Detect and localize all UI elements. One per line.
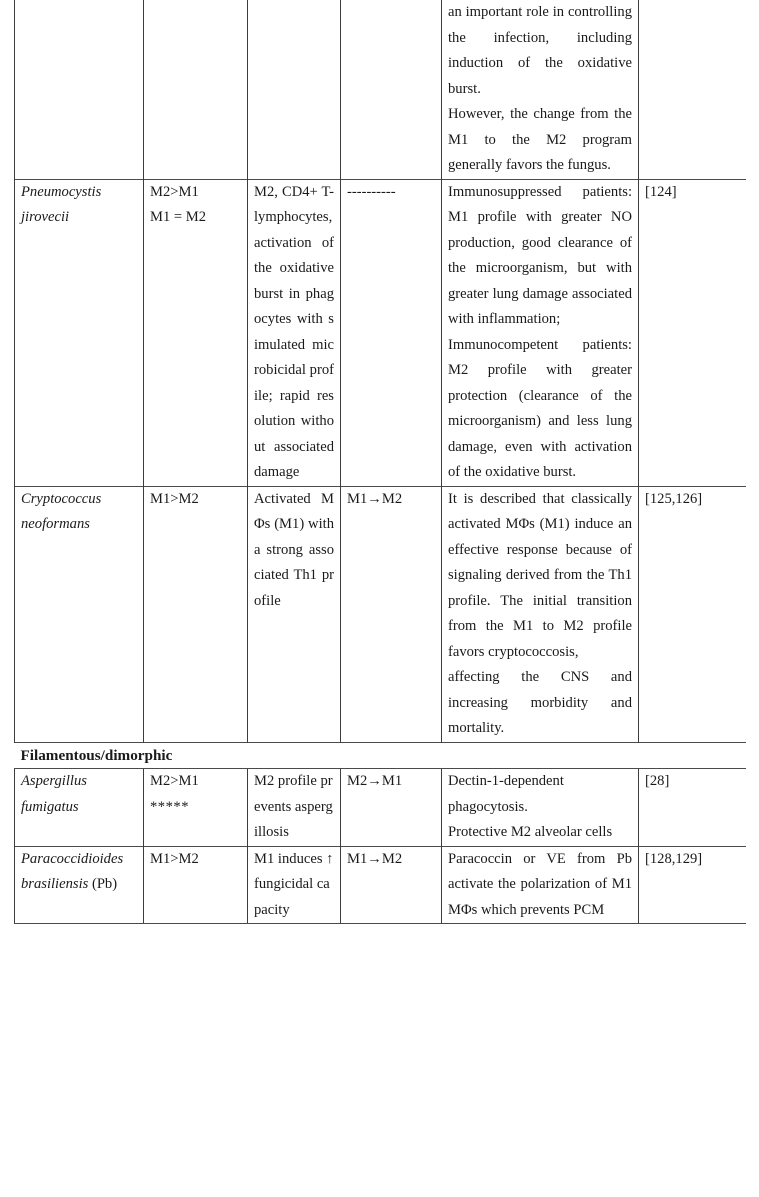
species-name-italic: Cryptococcus neoformans [21, 490, 102, 532]
cell-profile-details: M2, CD4+ T-lymphocytes, activation of the oxidative burst in phagocytes with simulated microbicidal profile; rapid resolution without associated damage [248, 179, 341, 486]
description-paragraph-2: However, the change from the M1 to the M2 program generally favors the fungus. [448, 106, 632, 173]
polarization-line-1: M2>M1 [150, 773, 199, 789]
reference-text: [124] [645, 183, 677, 200]
cell-polarization [144, 769, 248, 847]
cell-reference [639, 486, 746, 742]
cell-reference [639, 846, 746, 924]
polarization-line-2: M1 = M2 [150, 209, 207, 225]
cell-species [15, 0, 144, 179]
cell-species [15, 179, 144, 486]
table-row [15, 179, 746, 486]
cell-description [442, 0, 639, 179]
table-row [15, 0, 746, 179]
cell-polarization [144, 179, 248, 486]
description-paragraph-1: Paracoccin or VE from Pb activate the polarization of M1 MΦs which prevents PCM [448, 850, 632, 918]
cell-species [15, 486, 144, 742]
species-name-plain: (Pb) [88, 876, 118, 892]
species-name-italic: Aspergillus fumigatus [21, 773, 87, 815]
cell-species [15, 846, 144, 924]
cell-profile-details: M1 induces ↑ fungicidal capacity [248, 846, 341, 924]
species-name-italic: Pneumocystis jirovecii [21, 183, 102, 225]
cell-profile-details: Activated MΦs (M1) with a strong associated Th1 profile [248, 486, 341, 742]
cell-transition [341, 846, 442, 924]
cell-transition [341, 179, 442, 486]
cell-description [442, 846, 639, 924]
macrophage-polarization-table [14, 0, 746, 924]
description-paragraph-2: Protective M2 alveolar cells [448, 824, 613, 840]
cell-description [442, 769, 639, 847]
cell-transition [341, 769, 442, 847]
polarization-line-1: M1>M2 [150, 850, 199, 867]
cell-description [442, 179, 639, 486]
cell-transition [341, 0, 442, 179]
transition-text: ---------- [347, 183, 396, 200]
reference-text: [128,129] [645, 850, 703, 867]
description-paragraph-1: an important role in controlling the infection, including induction of the oxidative burst. [448, 4, 632, 97]
cell-reference [639, 0, 746, 179]
cell-polarization [144, 486, 248, 742]
transition-text: M1→M2 [347, 850, 403, 867]
section-heading-row [15, 742, 746, 769]
transition-text: M2→M1 [347, 773, 403, 789]
cell-polarization [144, 846, 248, 924]
description-paragraph-1: It is described that classically activated MΦs (M1) induce an effective response because of signaling derived from the Th1 profile. The initial transition from the M1 to M2 profile favors cryptococcosis, [448, 490, 632, 660]
reference-text: [125,126] [645, 490, 703, 507]
cell-description [442, 486, 639, 742]
cell-profile-details: M2 profile prevents aspergillosis [248, 769, 341, 847]
description-paragraph-1: Immunosuppressed patients: M1 profile with greater NO production, good clearance of the microorganism, but with greater lung damage associated with inflammation; [448, 183, 632, 327]
reference-text: [28] [645, 773, 670, 789]
cell-reference [639, 179, 746, 486]
description-paragraph-2: affecting the CNS and increasing morbidity and mortality. [448, 669, 632, 736]
description-paragraph-2: Immunocompetent patients: M2 profile with greater protection (clearance of the microorganism) and less lung damage, even with activation of the oxidative burst. [448, 336, 632, 480]
cell-polarization [144, 0, 248, 179]
section-heading-filamentous-dimorphic: Filamentous/dimorphic [15, 742, 746, 769]
polarization-line-1: M2>M1 [150, 183, 199, 200]
polarization-line-1: M1>M2 [150, 490, 199, 507]
cell-transition [341, 486, 442, 742]
table-row [15, 486, 746, 742]
table-row [15, 846, 746, 924]
cell-reference [639, 769, 746, 847]
polarization-asterisks: ***** [150, 798, 189, 815]
table-row [15, 769, 746, 847]
cell-profile-details [248, 0, 341, 179]
description-paragraph-1: Dectin-1-dependent phagocytosis. [448, 773, 564, 815]
cell-species [15, 769, 144, 847]
transition-text: M1→M2 [347, 490, 403, 507]
species-name-italic: Paracoccidioides brasiliensis [21, 850, 124, 892]
